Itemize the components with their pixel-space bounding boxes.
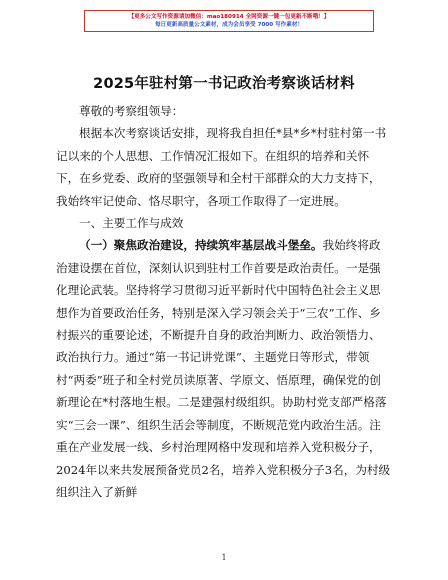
greeting: 尊敬的考察组领导： xyxy=(79,104,184,118)
promo-line-2: 每日更新高质量公文素材，成为会员享受 7000 写作素材！ xyxy=(154,22,304,28)
promo-line-1: 【更多公文写作资源请加微信：mao180914 全网资源一键一包更新不断哦！】 xyxy=(128,14,330,20)
intro-paragraph: 根据本次考察谈话安排，现将我自担任*县*乡*村驻村第一书记以来的个人思想、工作情况汇报如下。在组织的培养和关怀下，在乡党委、政府的坚强领导和全村干部群众的大力支持下，我始终牢记使命、恪尽职守，各项工作取得了一定进展。 xyxy=(56,126,387,208)
promo-banner xyxy=(84,10,374,32)
subsection-lead: （一）聚焦政治建设，持续筑牢基层战斗堡垒。 xyxy=(79,238,323,253)
section-body: 我始终将政治建设摆在首位，深刻认识到驻村工作首要是政治责任。一是强化理论武装。坚持将学习贯彻习近平新时代中国特色社会主义思想作为首要政治任务，特别是深入学习领会关于“三农”工作、乡村振兴的重要论述，不断提升自身的政治判断力、政治领悟力、政治执行力。通过“第一书记讲党课”、主题党日等形式，带领村“两委”班子和全村党员读原著、学原文、悟原理，确保党的创新理论在*村落地生根。二是建强村级组织。协助村党支部严格落实“三会一课”、组织生活会等制度，不断规范党内政治生活。注重在产业发展一线、乡村治理网格中发现和培养入党积极分子，2024年以来共发展预备党员2名，培养入党积极分子3名，为村级组织注入了新鲜 xyxy=(56,238,391,499)
page-number: 1 xyxy=(221,553,227,562)
document-title: 2025年驻村第一书记政治考察谈话材料 xyxy=(93,76,355,92)
section-paragraph xyxy=(56,234,391,503)
document-body xyxy=(56,100,391,503)
section-heading: 一、主要工作与成效 xyxy=(79,216,184,231)
